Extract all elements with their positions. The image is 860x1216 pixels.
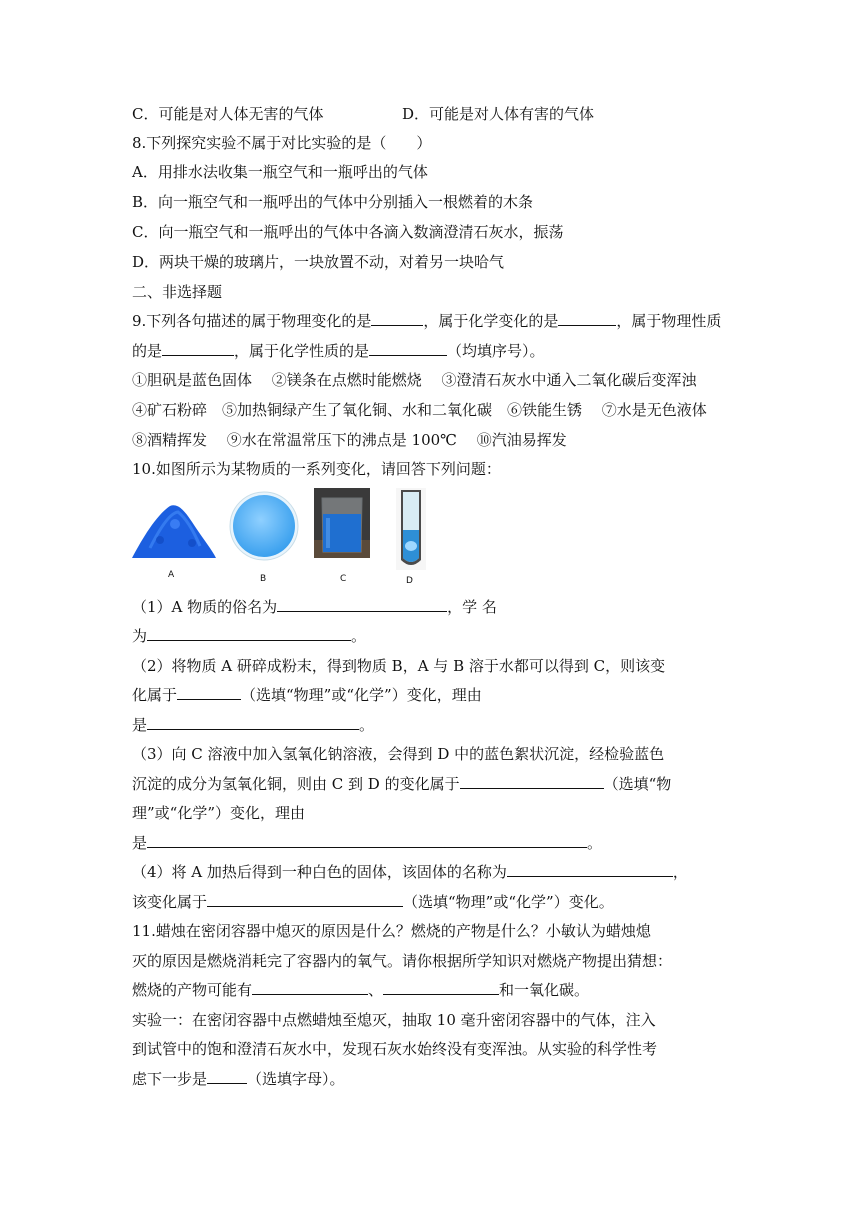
q9-text: ，属于化学性质的是 bbox=[234, 342, 370, 360]
q11-line-6 bbox=[132, 1069, 345, 1089]
answer-blank[interactable] bbox=[371, 311, 423, 326]
q8-option-a: A．用排水法收集一瓶空气和一瓶呼出的气体 bbox=[132, 163, 428, 181]
answer-blank[interactable] bbox=[369, 341, 447, 356]
q11-text: 、 bbox=[368, 981, 384, 999]
q10-text: 是 bbox=[132, 834, 148, 852]
q10-text: （选填“物 bbox=[603, 775, 672, 793]
q11-line-3 bbox=[132, 980, 589, 1000]
q10-text: （4）将 A 加热后得到一种白色的固体，该固体的名称为 bbox=[132, 863, 507, 881]
q8-option-b: B．向一瓶空气和一瓶呼出的气体中分别插入一根燃着的木条 bbox=[132, 193, 534, 211]
q9-text: ，属于物理性质 bbox=[616, 312, 722, 330]
q11-line-2: 灭的原因是燃烧消耗完了容器内的氧气。请你根据所学知识对燃烧产物提出猜想： bbox=[132, 952, 673, 970]
answer-blank[interactable] bbox=[252, 980, 368, 995]
q9-items-row-2: ④矿石粉碎 ⑤加热铜绿产生了氧化铜、水和二氧化碳 ⑥铁能生锈 ⑦水是无色液体 bbox=[132, 401, 707, 419]
q9-items-row-1: ①胆矾是蓝色固体 ②镁条在点燃时能燃烧 ③澄清石灰水中通入二氧化碳后变浑浊 bbox=[132, 371, 697, 389]
beaker-icon bbox=[314, 488, 370, 558]
q10-text: （选填“物理”或“化学”）变化，理由 bbox=[241, 686, 482, 704]
figure-d-caption: D bbox=[406, 576, 413, 586]
q9-line-1 bbox=[132, 311, 721, 331]
q9-text: 9.下列各句描述的属于物理变化的是 bbox=[132, 312, 372, 330]
q8-stem: 8.下列探究实验不属于对比实验的是（ ） bbox=[132, 134, 432, 152]
section-heading: 二、非选择题 bbox=[132, 283, 223, 301]
answer-blank[interactable] bbox=[147, 626, 351, 641]
q7-option-d: D．可能是对人体有害的气体 bbox=[402, 105, 595, 123]
figure-b-caption: B bbox=[260, 574, 267, 584]
q10-text: 。 bbox=[359, 716, 375, 734]
answer-blank[interactable] bbox=[147, 715, 359, 730]
q11-line-1: 11.蜡烛在密闭容器中熄灭的原因是什么？燃烧的产物是什么？小敏认为蜡烛熄 bbox=[132, 922, 651, 940]
powder-dish-icon bbox=[228, 488, 300, 562]
q10-text: 沉淀的成分为氢氧化铜，则由 C 到 D 的变化属于 bbox=[132, 775, 460, 793]
q9-items-row-3: ⑧酒精挥发 ⑨水在常温常压下的沸点是 100℃ ⑩汽油易挥发 bbox=[132, 431, 567, 449]
q11-text: 燃烧的产物可能有 bbox=[132, 981, 253, 999]
q10-sub1-line-1 bbox=[132, 597, 497, 617]
q10-sub1-line-2 bbox=[132, 626, 366, 646]
q10-text: 化属于 bbox=[132, 686, 178, 704]
q10-text: 该变化属于 bbox=[132, 893, 208, 911]
q10-sub2-line-3 bbox=[132, 715, 374, 735]
answer-blank[interactable] bbox=[177, 685, 241, 700]
q9-text: ，属于化学变化的是 bbox=[423, 312, 559, 330]
figure-c-beaker bbox=[314, 488, 370, 584]
powder-pile-icon bbox=[130, 488, 218, 560]
q10-text: （1）A 物质的俗名为 bbox=[132, 598, 278, 616]
answer-blank[interactable] bbox=[207, 892, 403, 907]
figure-a-caption: A bbox=[168, 570, 175, 580]
q11-text: 虑下一步是 bbox=[132, 1070, 208, 1088]
answer-blank[interactable] bbox=[207, 1069, 247, 1084]
q9-line-2 bbox=[132, 341, 545, 361]
q10-sub3-line-4 bbox=[132, 833, 602, 853]
q10-sub3-line-1: （3）向 C 溶液中加入氢氧化钠溶液，会得到 D 中的蓝色絮状沉淀，经检验蓝色 bbox=[132, 745, 665, 763]
q11-text: 和一氧化碳。 bbox=[499, 981, 590, 999]
q10-stem: 10.如图所示为某物质的一系列变化，请回答下列问题： bbox=[132, 460, 501, 478]
q8-option-d: D．两块干燥的玻璃片，一块放置不动，对着另一块哈气 bbox=[132, 253, 505, 271]
q11-line-5: 到试管中的饱和澄清石灰水中，发现石灰水始终没有变浑浊。从实验的科学性考 bbox=[132, 1040, 658, 1058]
q10-sub3-line-2 bbox=[132, 774, 671, 794]
q10-sub2-line-2 bbox=[132, 685, 482, 705]
q10-text: ，学 名 bbox=[447, 598, 497, 616]
answer-blank[interactable] bbox=[558, 311, 616, 326]
figure-d-test-tube bbox=[396, 488, 426, 588]
q10-sub2-line-1: （2）将物质 A 研碎成粉末，得到物质 B，A 与 B 溶于水都可以得到 C，则该变 bbox=[132, 657, 666, 675]
q11-text: （选填字母）。 bbox=[247, 1070, 345, 1088]
q9-text: （均填序号）。 bbox=[447, 342, 545, 360]
q10-text: 。 bbox=[587, 834, 603, 852]
figure-b-powder-dish bbox=[228, 488, 300, 584]
answer-blank[interactable] bbox=[162, 341, 234, 356]
q10-text: 。 bbox=[351, 627, 367, 645]
answer-blank[interactable] bbox=[460, 774, 604, 789]
q8-option-c: C．向一瓶空气和一瓶呼出的气体中各滴入数滴澄清石灰水，振荡 bbox=[132, 223, 564, 241]
answer-blank[interactable] bbox=[277, 597, 447, 612]
q10-text: 是 bbox=[132, 716, 148, 734]
q10-text: ， bbox=[672, 863, 688, 881]
answer-blank[interactable] bbox=[147, 833, 587, 848]
q10-sub3-line-3: 理”或“化学”）变化，理由 bbox=[132, 804, 306, 822]
q10-text: 为 bbox=[132, 627, 148, 645]
figure-a-powder-pile bbox=[130, 488, 218, 578]
q10-sub4-line-1 bbox=[132, 862, 688, 882]
answer-blank[interactable] bbox=[383, 980, 499, 995]
q11-line-4: 实验一：在密闭容器中点燃蜡烛至熄灭，抽取 10 毫升密闭容器中的气体，注入 bbox=[132, 1011, 656, 1029]
test-tube-icon bbox=[396, 488, 426, 570]
answer-blank[interactable] bbox=[507, 862, 673, 877]
q10-text: （选填“物理”或“化学”）变化。 bbox=[403, 893, 614, 911]
q10-sub4-line-2 bbox=[132, 892, 614, 912]
q7-option-c: C．可能是对人体无害的气体 bbox=[132, 105, 324, 123]
figure-c-caption: C bbox=[340, 574, 347, 584]
q9-text: 的是 bbox=[132, 342, 163, 360]
